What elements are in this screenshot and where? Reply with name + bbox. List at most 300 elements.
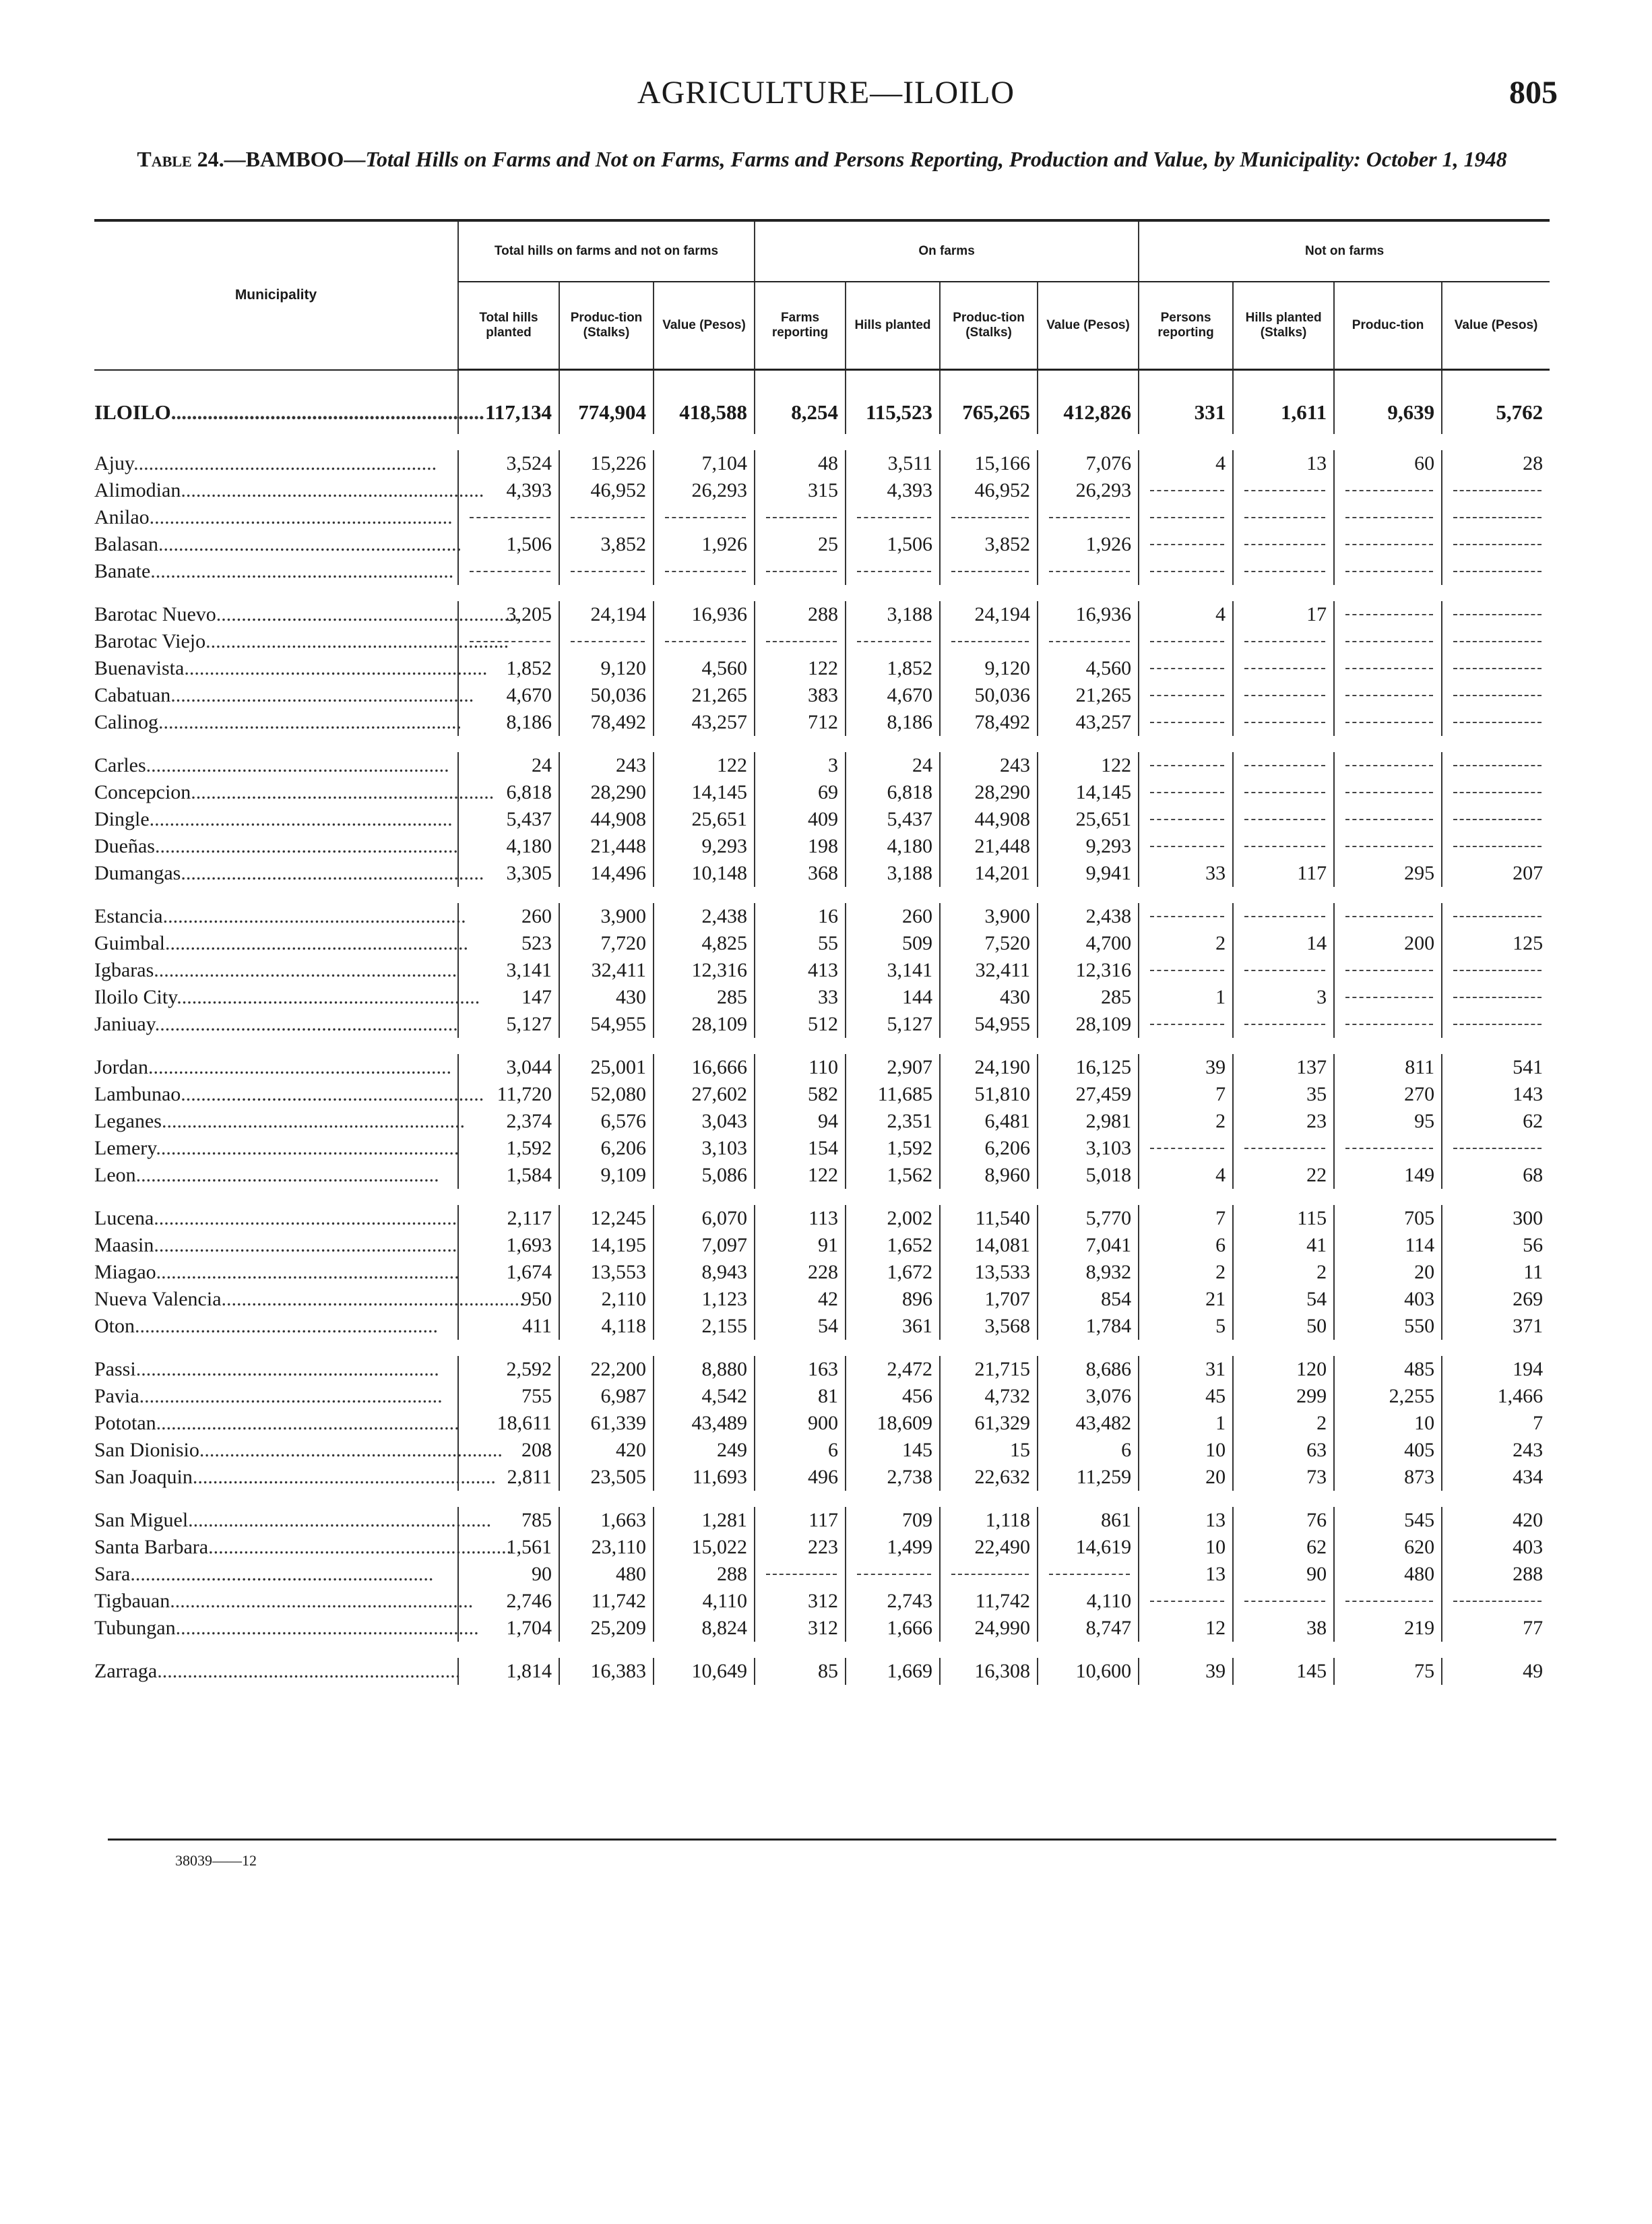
table-cell: 2,155 (654, 1313, 755, 1340)
table-cell: 2 (1233, 1259, 1334, 1286)
table-row (94, 860, 1550, 887)
table-cell: 496 (755, 1464, 846, 1491)
table-cell: 16,936 (654, 601, 755, 628)
table-cell: 411 (458, 1313, 559, 1340)
table-cell: 46,952 (559, 477, 654, 504)
table-cell: 38 (1233, 1615, 1334, 1642)
leader-dots: ............................................................ (154, 835, 458, 857)
table-cell: 405 (1334, 1437, 1442, 1464)
col-farm-hills: Hills planted (846, 282, 940, 370)
empty-cell (1233, 833, 1334, 860)
dash-placeholder (1150, 695, 1224, 696)
empty-cell (940, 1561, 1038, 1588)
leader-dots: ............................................................ (170, 400, 484, 424)
municipality-name: Oton (94, 1315, 135, 1337)
dash-placeholder (1345, 792, 1433, 793)
table-cell: 4,110 (654, 1588, 755, 1615)
table-cell: 14,145 (1038, 779, 1139, 806)
table-cell: 22,632 (940, 1464, 1038, 1491)
table-cell: 55 (755, 930, 846, 957)
dash-placeholder (1453, 846, 1542, 847)
table-cell: 120 (1233, 1356, 1334, 1383)
table-row (94, 1534, 1550, 1561)
table-cell: 90 (458, 1561, 559, 1588)
leader-dots: ............................................................ (135, 1358, 439, 1380)
dash-placeholder (1244, 765, 1325, 766)
dash-placeholder (1345, 846, 1433, 847)
leader-dots: ............................................................ (149, 808, 453, 830)
municipality-cell (94, 1383, 458, 1410)
table-row (94, 558, 1550, 585)
empty-cell (1442, 531, 1550, 558)
municipality-name: Iloilo City (94, 986, 177, 1008)
dash-placeholder (1244, 792, 1325, 793)
municipality-name: Concepcion (94, 781, 191, 803)
table-cell: 243 (940, 752, 1038, 779)
table-cell: 15,226 (559, 450, 654, 477)
dash-placeholder (1150, 490, 1224, 491)
table-cell: 16 (755, 903, 846, 930)
table-cell: 10,649 (654, 1658, 755, 1685)
table-cell: 413 (755, 957, 846, 984)
table-cell: 288 (1442, 1561, 1550, 1588)
empty-cell (1139, 752, 1233, 779)
table-cell: 3 (755, 752, 846, 779)
table-cell: 95 (1334, 1108, 1442, 1135)
municipality-cell (94, 1011, 458, 1038)
table-cell: 11 (1442, 1259, 1550, 1286)
table-cell: 243 (1442, 1437, 1550, 1464)
table-cell: 54 (755, 1313, 846, 1340)
empty-cell (1139, 682, 1233, 709)
table-cell: 8,932 (1038, 1259, 1139, 1286)
municipality-name: Lambunao (94, 1083, 181, 1105)
municipality-name: Guimbal (94, 932, 165, 954)
empty-cell (458, 504, 559, 531)
empty-cell (1038, 1561, 1139, 1588)
table-cell: 3,205 (458, 601, 559, 628)
table-cell: 43,482 (1038, 1410, 1139, 1437)
group-spacer (94, 585, 1550, 601)
table-cell: 5,018 (1038, 1162, 1139, 1189)
empty-cell (1334, 1588, 1442, 1615)
table-cell: 15 (940, 1437, 1038, 1464)
table-row (94, 752, 1550, 779)
dash-placeholder (470, 517, 550, 518)
dash-placeholder (1453, 819, 1542, 820)
table-cell: 9,293 (654, 833, 755, 860)
dash-placeholder (571, 571, 645, 572)
municipality-cell (94, 628, 509, 655)
table-cell: 24 (846, 752, 940, 779)
table-cell: 16,308 (940, 1658, 1038, 1685)
table-cell: 94 (755, 1108, 846, 1135)
leader-dots: ............................................................ (156, 1261, 459, 1283)
table-cell: 61,339 (559, 1410, 654, 1437)
table-row (94, 1135, 1550, 1162)
table-cell: 223 (755, 1534, 846, 1561)
table-cell: 125 (1442, 930, 1550, 957)
empty-cell (1442, 682, 1550, 709)
table-cell: 368 (755, 860, 846, 887)
table-cell: 147 (458, 984, 559, 1011)
table-row (94, 1437, 1550, 1464)
table-cell: 228 (755, 1259, 846, 1286)
table-row (94, 1205, 1550, 1232)
municipality-cell (94, 558, 458, 585)
empty-cell (1139, 1135, 1233, 1162)
municipality-name: ILOILO (94, 400, 171, 424)
empty-cell (1139, 903, 1233, 930)
table-cell: 5,127 (458, 1011, 559, 1038)
table-cell: 430 (940, 984, 1038, 1011)
dash-placeholder (1345, 695, 1433, 696)
table-cell: 50,036 (559, 682, 654, 709)
dash-placeholder (1150, 792, 1224, 793)
dash-placeholder (1453, 970, 1542, 971)
table-row (94, 1011, 1550, 1038)
table-row (94, 903, 1550, 930)
page-title: AGRICULTURE—ILOILO (637, 75, 1015, 111)
table-cell: 81 (755, 1383, 846, 1410)
empty-cell (755, 558, 846, 585)
empty-cell (940, 558, 1038, 585)
table-cell: 28,109 (1038, 1011, 1139, 1038)
dash-placeholder (951, 1574, 1029, 1575)
dash-placeholder (1453, 997, 1542, 998)
table-cell: 5,127 (846, 1011, 940, 1038)
municipality-name: Igbaras (94, 959, 154, 981)
table-cell: 705 (1334, 1205, 1442, 1232)
empty-cell (1233, 806, 1334, 833)
municipality-cell (94, 1615, 479, 1642)
table-row (94, 655, 1550, 682)
table-cell: 312 (755, 1588, 846, 1615)
table-cell: 10 (1139, 1437, 1233, 1464)
table-cell: 28,109 (654, 1011, 755, 1038)
table-cell: 6,206 (559, 1135, 654, 1162)
table-cell: 208 (458, 1437, 559, 1464)
leader-dots: ............................................................ (184, 657, 488, 679)
municipality-name: Sara (94, 1563, 131, 1585)
table-cell: 523 (458, 930, 559, 957)
table-cell: 117 (755, 1507, 846, 1534)
table-cell: 137 (1233, 1054, 1334, 1081)
table-cell: 54 (1233, 1286, 1334, 1313)
table-cell: 456 (846, 1383, 940, 1410)
leader-dots: ............................................................ (157, 1660, 461, 1682)
empty-cell (654, 504, 755, 531)
table-cell: 20 (1334, 1259, 1442, 1286)
dash-placeholder (1453, 641, 1542, 642)
table-cell: 194 (1442, 1356, 1550, 1383)
empty-cell (1442, 504, 1550, 531)
table-cell: 7,097 (654, 1232, 755, 1259)
table-cell: 117,134 (458, 370, 559, 435)
table-cell: 541 (1442, 1054, 1550, 1081)
table-cell: 46,952 (940, 477, 1038, 504)
table-cell: 11,720 (458, 1081, 559, 1108)
leader-dots: ............................................................ (154, 959, 457, 981)
dash-placeholder (1150, 641, 1224, 642)
table-cell: 73 (1233, 1464, 1334, 1491)
municipality-name: Santa Barbara (94, 1536, 209, 1558)
table-row (94, 1356, 1550, 1383)
table-cell: 1,707 (940, 1286, 1038, 1313)
table-cell: 60 (1334, 450, 1442, 477)
table-cell: 709 (846, 1507, 940, 1534)
table-cell: 2,374 (458, 1108, 559, 1135)
col-nonfarm-value: Value (Pesos) (1442, 282, 1550, 370)
table-cell: 61,329 (940, 1410, 1038, 1437)
dash-placeholder (1244, 1148, 1325, 1149)
leader-dots: ............................................................ (191, 781, 495, 803)
municipality-cell (94, 1588, 474, 1615)
table-cell: 21,715 (940, 1356, 1038, 1383)
table-cell: 420 (1442, 1507, 1550, 1534)
table-cell: 785 (458, 1507, 559, 1534)
table-cell: 43,489 (654, 1410, 755, 1437)
table-cell: 8,254 (755, 370, 846, 435)
table-cell: 480 (1334, 1561, 1442, 1588)
table-row (94, 930, 1550, 957)
col-total-hills: Total hills planted (458, 282, 559, 370)
table-row (94, 1561, 1550, 1588)
table-cell: 8,880 (654, 1356, 755, 1383)
empty-cell (1334, 655, 1442, 682)
table-cell: 13,533 (940, 1259, 1038, 1286)
table-cell: 4,732 (940, 1383, 1038, 1410)
table-cell: 2,472 (846, 1356, 940, 1383)
empty-cell (654, 558, 755, 585)
table-cell: 44,908 (559, 806, 654, 833)
municipality-cell (94, 1356, 458, 1383)
table-cell: 8,186 (458, 709, 559, 736)
col-group-on-farms: On farms (755, 220, 1139, 282)
leader-dots: ............................................................ (139, 1385, 443, 1407)
dash-placeholder (1150, 970, 1224, 971)
leader-dots: ............................................................ (149, 506, 453, 528)
municipality-cell (94, 1507, 492, 1534)
table-cell: 3,141 (846, 957, 940, 984)
dash-placeholder (857, 571, 931, 572)
leader-dots: ............................................................ (130, 1563, 434, 1585)
empty-cell (1442, 1135, 1550, 1162)
municipality-cell (94, 1658, 461, 1685)
table-cell: 403 (1334, 1286, 1442, 1313)
table-cell: 620 (1334, 1534, 1442, 1561)
table-cell: 2,002 (846, 1205, 940, 1232)
table-cell: 712 (755, 709, 846, 736)
empty-cell (1139, 1011, 1233, 1038)
dash-placeholder (1150, 819, 1224, 820)
table-cell: 85 (755, 1658, 846, 1685)
table-row (94, 1615, 1550, 1642)
dash-placeholder (1049, 517, 1130, 518)
table-cell: 383 (755, 682, 846, 709)
table-cell: 288 (755, 601, 846, 628)
empty-cell (559, 504, 654, 531)
table-cell: 412,826 (1038, 370, 1139, 435)
table-cell: 8,824 (654, 1615, 755, 1642)
spacer-cell (94, 1340, 1550, 1356)
table-cell: 12,316 (1038, 957, 1139, 984)
table-cell: 2,981 (1038, 1108, 1139, 1135)
municipality-name: Dingle (94, 808, 150, 830)
table-cell: 33 (755, 984, 846, 1011)
table-cell: 269 (1442, 1286, 1550, 1313)
table-cell: 9,293 (1038, 833, 1139, 860)
table-cell: 1,663 (559, 1507, 654, 1534)
municipality-name: Lemery (94, 1137, 156, 1159)
municipality-cell (94, 903, 466, 930)
empty-cell (559, 628, 654, 655)
table-cell: 3,900 (940, 903, 1038, 930)
table-row-total (94, 370, 1550, 435)
table-cell: 52,080 (559, 1081, 654, 1108)
table-cell: 1,672 (846, 1259, 940, 1286)
table-cell: 23,110 (559, 1534, 654, 1561)
table-cell: 2,907 (846, 1054, 940, 1081)
empty-cell (1442, 601, 1550, 628)
table-cell: 13 (1233, 450, 1334, 477)
table-cell: 13,553 (559, 1259, 654, 1286)
empty-cell (1442, 477, 1550, 504)
table-cell: 4,670 (458, 682, 559, 709)
table-cell: 1,506 (846, 531, 940, 558)
table-cell: 315 (755, 477, 846, 504)
dash-placeholder (1345, 997, 1433, 998)
table-cell: 26,293 (654, 477, 755, 504)
table-cell: 10,148 (654, 860, 755, 887)
empty-cell (1233, 477, 1334, 504)
spacer-cell (94, 1189, 1550, 1205)
table-cell: 32,411 (940, 957, 1038, 984)
table-cell: 270 (1334, 1081, 1442, 1108)
table-row (94, 957, 1550, 984)
table-row (94, 779, 1550, 806)
table-cell: 11,693 (654, 1464, 755, 1491)
empty-cell (1334, 957, 1442, 984)
table-cell: 5,086 (654, 1162, 755, 1189)
municipality-cell (94, 752, 458, 779)
table-cell: 7 (1139, 1205, 1233, 1232)
table-cell: 854 (1038, 1286, 1139, 1313)
table-cell: 4,180 (458, 833, 559, 860)
table-cell: 6,576 (559, 1108, 654, 1135)
table-row (94, 709, 1550, 736)
dash-placeholder (857, 517, 931, 518)
table-cell: 91 (755, 1232, 846, 1259)
dash-placeholder (1150, 722, 1224, 723)
dash-placeholder (1453, 614, 1542, 615)
municipality-cell (94, 930, 468, 957)
municipality-cell (94, 1313, 458, 1340)
table-row (94, 1410, 1550, 1437)
table-cell: 10,600 (1038, 1658, 1139, 1685)
empty-cell (1334, 628, 1442, 655)
municipality-name: Lucena (94, 1207, 154, 1229)
table-cell: 25,209 (559, 1615, 654, 1642)
table-row (94, 1658, 1550, 1685)
table-cell: 2 (1139, 1108, 1233, 1135)
table-row (94, 601, 1550, 628)
table-cell: 122 (755, 655, 846, 682)
running-head (0, 74, 1652, 121)
table-row (94, 1588, 1550, 1615)
col-total-production: Produc-tion (Stalks) (559, 282, 654, 370)
dash-placeholder (1244, 1024, 1325, 1025)
table-cell: 6,818 (846, 779, 940, 806)
table-cell: 7,076 (1038, 450, 1139, 477)
table-cell: 35 (1233, 1081, 1334, 1108)
leader-dots: ............................................................ (135, 1315, 438, 1337)
dash-placeholder (1244, 517, 1325, 518)
table-row (94, 984, 1550, 1011)
table-cell: 1,466 (1442, 1383, 1550, 1410)
leader-dots: ............................................................ (199, 1439, 503, 1461)
leader-dots: ............................................................ (146, 754, 449, 776)
dash-placeholder (1244, 846, 1325, 847)
empty-cell (1334, 833, 1442, 860)
empty-cell (1038, 558, 1139, 585)
leader-dots: ............................................................ (154, 1207, 457, 1229)
table-cell: 4 (1139, 1162, 1233, 1189)
dash-placeholder (1453, 668, 1542, 669)
group-spacer (94, 1038, 1550, 1054)
table-cell: 14,145 (654, 779, 755, 806)
empty-cell (1233, 1588, 1334, 1615)
table-cell: 434 (1442, 1464, 1550, 1491)
table-cell: 45 (1139, 1383, 1233, 1410)
table-cell: 5,437 (458, 806, 559, 833)
table-cell: 18,611 (458, 1410, 559, 1437)
table-cell: 1,852 (458, 655, 559, 682)
table-cell: 9,109 (559, 1162, 654, 1189)
municipality-cell (94, 477, 484, 504)
table-cell: 430 (559, 984, 654, 1011)
municipality-cell (94, 1561, 458, 1588)
table-cell: 207 (1442, 860, 1550, 887)
municipality-name: Nueva Valencia (94, 1288, 222, 1310)
municipality-name: Buenavista (94, 657, 185, 679)
table-header (94, 220, 1550, 370)
table-cell: 409 (755, 806, 846, 833)
empty-cell (1334, 806, 1442, 833)
municipality-name: Miagao (94, 1261, 156, 1283)
table-cell: 3,188 (846, 860, 940, 887)
empty-cell (1233, 779, 1334, 806)
dash-placeholder (470, 571, 550, 572)
table-cell: 145 (846, 1437, 940, 1464)
municipality-cell (94, 1437, 503, 1464)
table-cell: 54,955 (940, 1011, 1038, 1038)
municipality-name: Balasan (94, 533, 158, 555)
spacer-cell (94, 1038, 1550, 1054)
col-persons-reporting: Persons reporting (1139, 282, 1233, 370)
table-cell: 27,602 (654, 1081, 755, 1108)
group-spacer (94, 1642, 1550, 1658)
dash-placeholder (1453, 792, 1542, 793)
empty-cell (654, 628, 755, 655)
empty-cell (1334, 601, 1442, 628)
table-cell: 361 (846, 1313, 940, 1340)
table-cell: 3,103 (654, 1135, 755, 1162)
municipality-cell (94, 531, 462, 558)
empty-cell (755, 628, 846, 655)
table-cell: 418,588 (654, 370, 755, 435)
table-cell: 15,022 (654, 1534, 755, 1561)
